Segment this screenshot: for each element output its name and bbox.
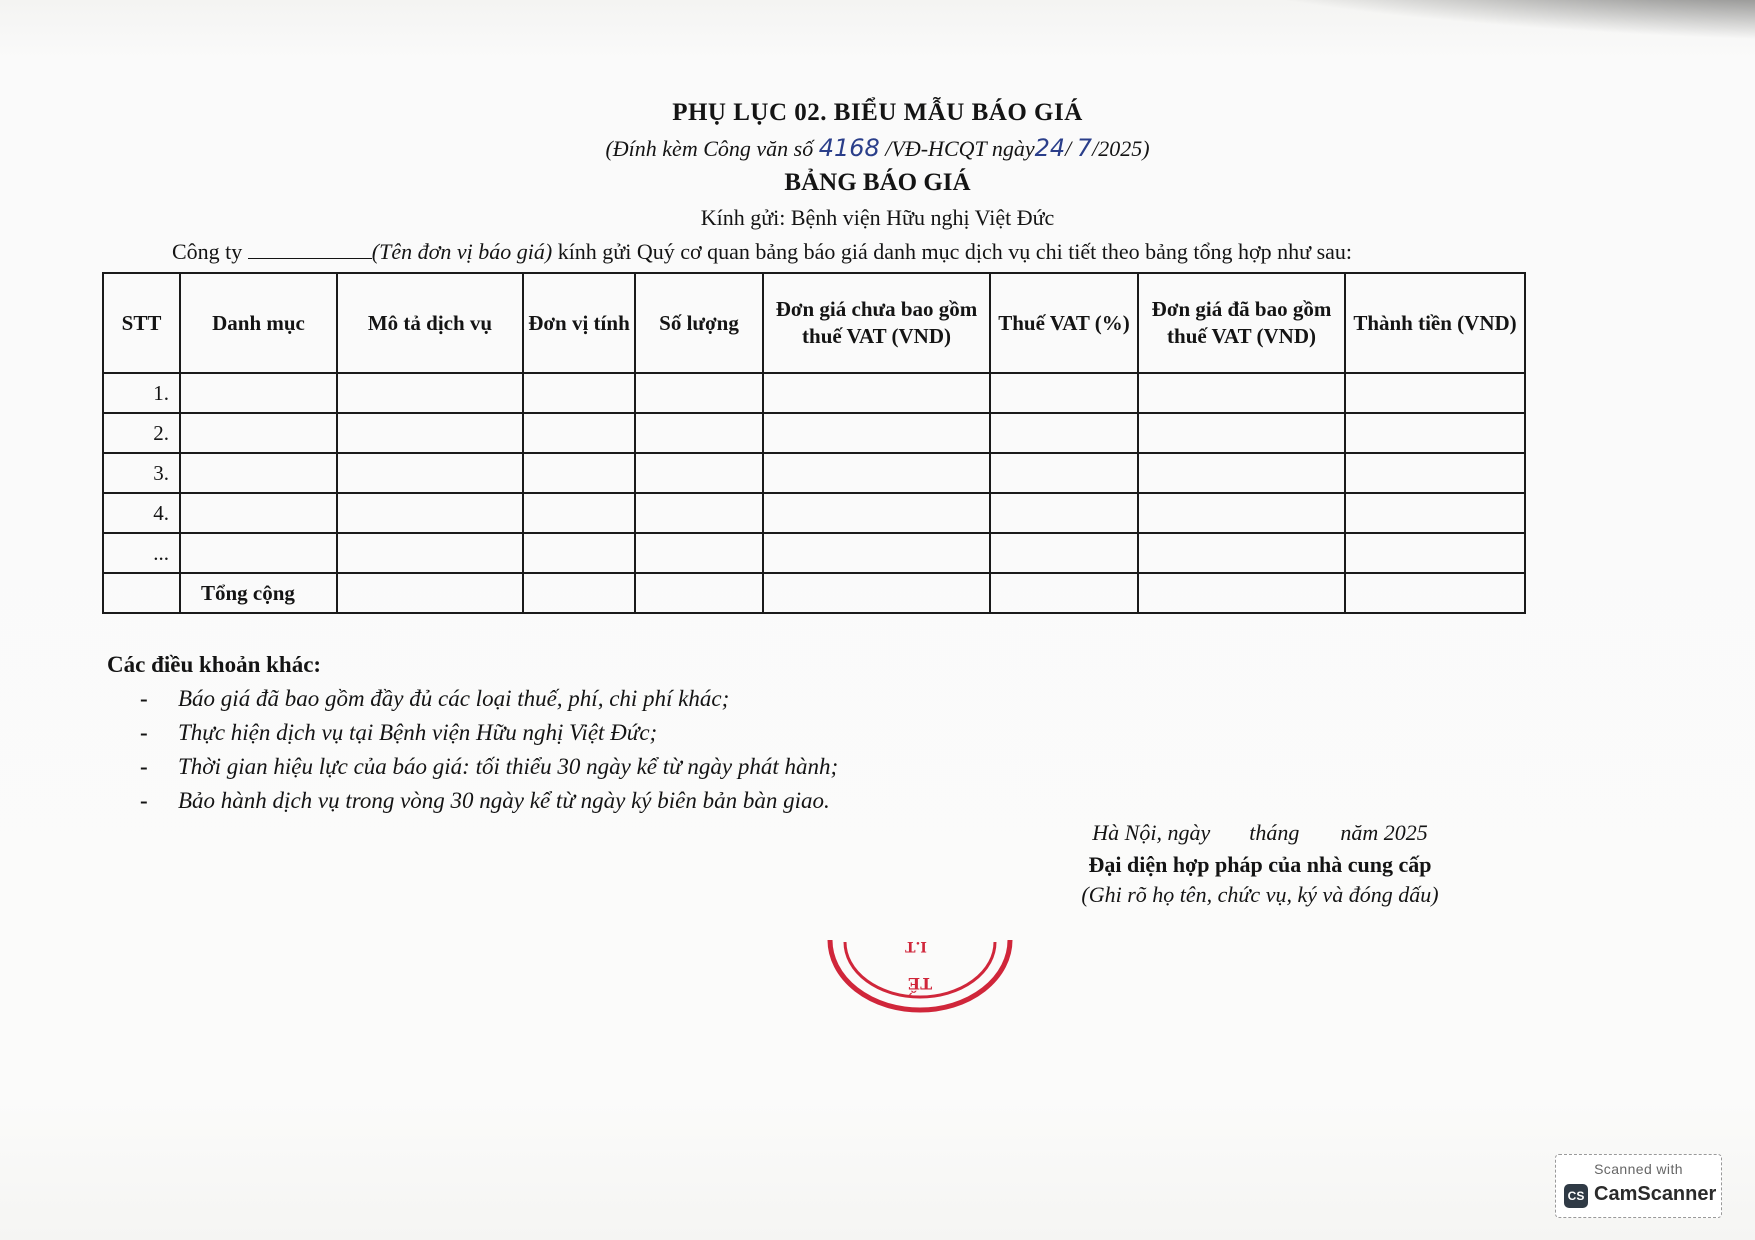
column-header: Thành tiền (VND)	[1345, 273, 1525, 373]
empty-cell	[1138, 573, 1345, 613]
bullet-dash: -	[140, 754, 148, 779]
empty-cell	[635, 453, 763, 493]
subtitle-suffix: /2025)	[1092, 136, 1150, 161]
signature-instruction: (Ghi rõ họ tên, chức vụ, ký và đóng dấu)	[1081, 882, 1439, 907]
empty-cell	[337, 533, 523, 573]
intro-company-label: Công ty	[172, 239, 243, 264]
term-text: Thực hiện dịch vụ tại Bệnh viện Hữu nghị Việt Đức;	[178, 720, 658, 745]
quote-table	[102, 272, 1526, 614]
table-header-row	[103, 273, 1525, 373]
empty-cell	[763, 533, 990, 573]
empty-cell	[635, 373, 763, 413]
table-row	[103, 453, 1525, 493]
intro-rest: kính gửi Quý cơ quan bảng báo giá danh mục dịch vụ chi tiết theo bảng tổng hợp như sau:	[557, 239, 1353, 264]
empty-cell	[763, 413, 990, 453]
empty-cell	[103, 573, 180, 613]
empty-cell	[990, 533, 1138, 573]
terms-list	[140, 686, 838, 822]
svg-text:TẾ: TẾ	[907, 974, 933, 993]
table-row	[103, 493, 1525, 533]
list-item	[140, 720, 838, 754]
empty-cell	[180, 373, 337, 413]
empty-cell	[337, 413, 523, 453]
svg-text:I.T: I.T	[905, 938, 927, 954]
term-text: Báo giá đã bao gồm đầy đủ các loại thuế, phí, chi phí khác;	[178, 686, 730, 711]
scanned-with-label: Scanned with	[1594, 1161, 1683, 1177]
empty-cell	[523, 373, 635, 413]
empty-cell	[180, 533, 337, 573]
table-row	[103, 413, 1525, 453]
empty-cell	[1138, 493, 1345, 533]
empty-cell	[990, 573, 1138, 613]
signature-block	[1030, 820, 1490, 908]
column-header: Đơn giá chưa bao gồm thuế VAT (VND)	[763, 273, 990, 373]
column-header: Đơn giá đã bao gồm thuế VAT (VND)	[1138, 273, 1345, 373]
recipient-line: Kính gửi: Bệnh viện Hữu nghị Việt Đức	[700, 205, 1055, 230]
empty-cell	[990, 413, 1138, 453]
intro-line	[172, 239, 1352, 265]
empty-cell	[1345, 373, 1525, 413]
camscanner-logo-icon: CS	[1564, 1184, 1588, 1208]
column-header: Mô tả dịch vụ	[337, 273, 523, 373]
table-row	[103, 533, 1525, 573]
empty-cell	[523, 533, 635, 573]
column-header: Thuế VAT (%)	[990, 273, 1138, 373]
empty-cell	[337, 453, 523, 493]
empty-cell	[180, 453, 337, 493]
column-header: Số lượng	[635, 273, 763, 373]
empty-cell	[1345, 493, 1525, 533]
empty-cell	[635, 533, 763, 573]
terms-title: Các điều khoản khác:	[107, 652, 322, 677]
signatory-role: Đại diện hợp pháp của nhà cung cấp	[1088, 852, 1432, 877]
list-item	[140, 686, 838, 720]
handwritten-doc-number: 4168	[818, 134, 880, 162]
camscanner-watermark	[1555, 1154, 1722, 1218]
empty-cell	[1138, 453, 1345, 493]
place-date-label: Hà Nội, ngày	[1092, 820, 1211, 845]
total-label: Tổng cộng	[180, 573, 337, 613]
empty-cell	[523, 453, 635, 493]
year-label: năm 2025	[1340, 820, 1428, 845]
empty-cell	[1138, 413, 1345, 453]
empty-cell	[1345, 453, 1525, 493]
subtitle-mid: /VĐ-HCQT ngày	[885, 136, 1035, 161]
table-row	[103, 373, 1525, 413]
column-header: Danh mục	[180, 273, 337, 373]
empty-cell	[763, 373, 990, 413]
empty-cell	[1345, 573, 1525, 613]
empty-cell	[523, 493, 635, 533]
empty-cell	[180, 493, 337, 533]
empty-cell	[337, 373, 523, 413]
empty-cell	[990, 453, 1138, 493]
empty-cell	[1345, 413, 1525, 453]
list-item	[140, 788, 838, 822]
term-text: Thời gian hiệu lực của báo giá: tối thiểu 30 ngày kể từ ngày phát hành;	[178, 754, 839, 779]
handwritten-day: 24	[1034, 134, 1066, 162]
table-total-row	[103, 573, 1525, 613]
red-seal-stamp	[820, 930, 1020, 1020]
empty-cell	[635, 413, 763, 453]
bullet-dash: -	[140, 720, 148, 745]
page-fold-shadow	[1149, 0, 1755, 41]
empty-cell	[1138, 373, 1345, 413]
document-subtitle	[0, 134, 1755, 162]
empty-cell	[763, 493, 990, 533]
term-text: Bảo hành dịch vụ trong vòng 30 ngày kể từ ngày ký biên bản bàn giao.	[178, 788, 830, 813]
empty-cell	[763, 573, 990, 613]
empty-cell	[635, 573, 763, 613]
company-name-blank	[248, 240, 372, 259]
month-label: tháng	[1249, 820, 1300, 845]
subtitle-sep: /	[1065, 136, 1072, 161]
empty-cell	[1138, 533, 1345, 573]
camscanner-brand: CamScanner	[1594, 1183, 1717, 1205]
empty-cell	[523, 413, 635, 453]
empty-cell	[523, 573, 635, 613]
row-number: 4.	[103, 493, 180, 533]
document-title: PHỤ LỤC 02. BIỂU MẪU BÁO GIÁ	[672, 99, 1083, 126]
quote-heading: BẢNG BÁO GIÁ	[784, 169, 971, 196]
bullet-dash: -	[140, 788, 148, 813]
empty-cell	[180, 413, 337, 453]
row-number: 3.	[103, 453, 180, 493]
bullet-dash: -	[140, 686, 148, 711]
empty-cell	[990, 373, 1138, 413]
handwritten-month: 7	[1076, 134, 1093, 162]
row-number: ...	[103, 533, 180, 573]
subtitle-prefix: (Đính kèm Công văn số	[605, 136, 814, 161]
row-number: 1.	[103, 373, 180, 413]
column-header: STT	[103, 273, 180, 373]
empty-cell	[990, 493, 1138, 533]
list-item	[140, 754, 838, 788]
column-header: Đơn vị tính	[523, 273, 635, 373]
signature-date-line	[1030, 820, 1490, 852]
empty-cell	[763, 453, 990, 493]
intro-placeholder: (Tên đơn vị báo giá)	[371, 239, 553, 264]
row-number: 2.	[103, 413, 180, 453]
empty-cell	[635, 493, 763, 533]
empty-cell	[337, 493, 523, 533]
empty-cell	[1345, 533, 1525, 573]
empty-cell	[337, 573, 523, 613]
